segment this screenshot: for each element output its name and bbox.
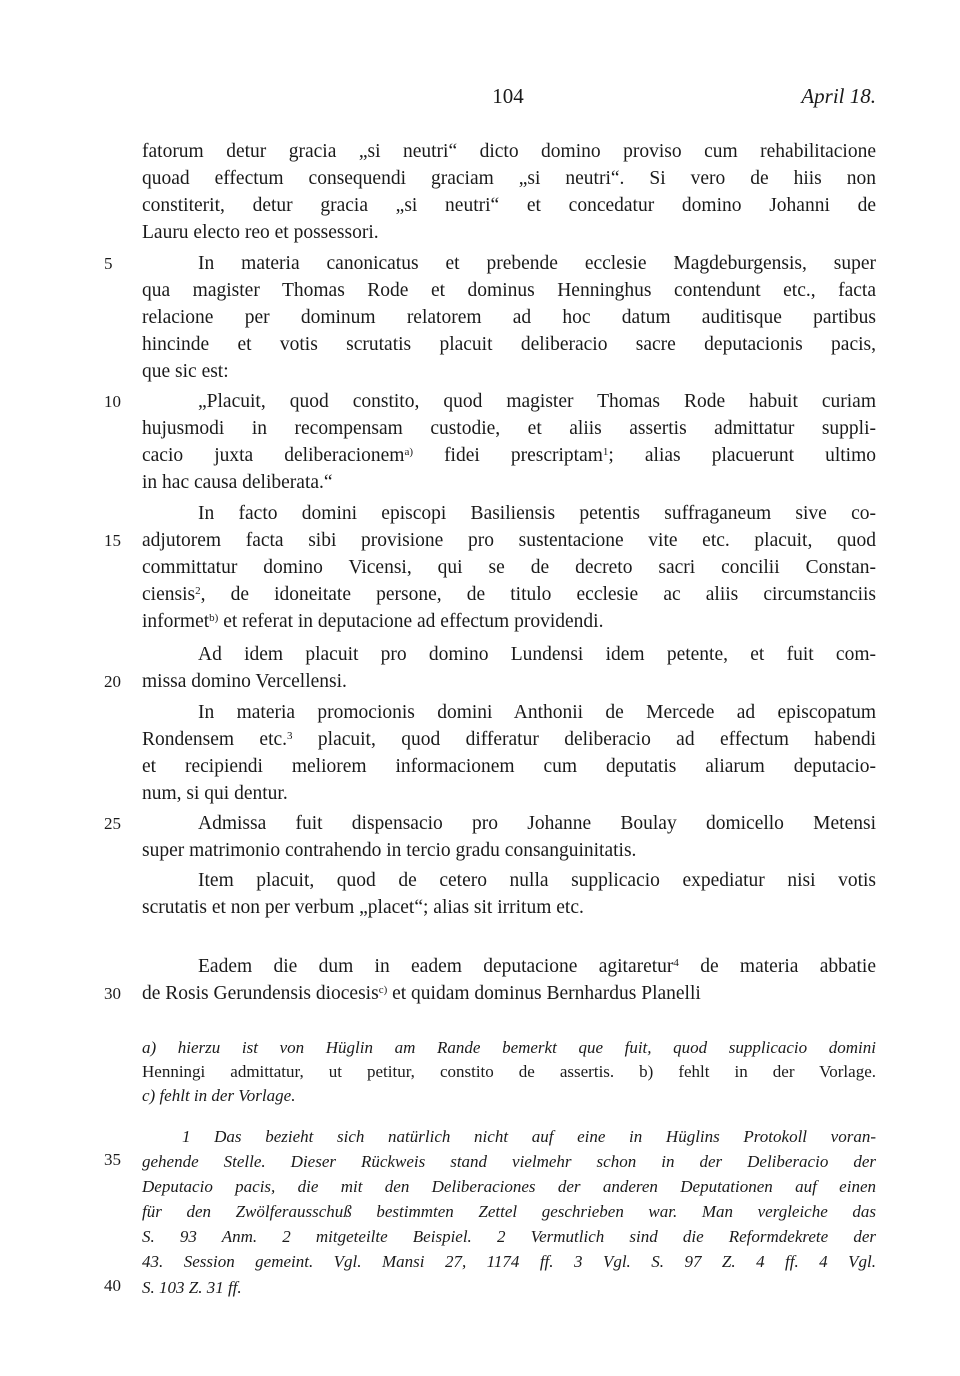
footnote-line: gehende Stelle. Dieser Rückweis stand vielmehr schon in der Deliberacio der (142, 1152, 876, 1171)
line-text: hincinde et votis scrutatis placuit deliberacio sacre deputacionis pacis, (142, 334, 876, 355)
line-text: quoad effectum consequendi graciam „si neutri“. Si vero de hiis non (142, 168, 876, 189)
text-line (142, 219, 876, 246)
text-line (142, 415, 876, 442)
text-line (142, 608, 876, 635)
text-line (142, 388, 876, 415)
line-number: 25 (104, 814, 121, 833)
line-text: missa domino Vercellensi. (142, 671, 347, 692)
text-line (142, 554, 876, 581)
running-head: April 18. (801, 84, 876, 108)
text-line (142, 980, 876, 1007)
line-number: 10 (104, 392, 121, 411)
line-text: qua magister Thomas Rode et dominus Henninghus contendunt etc., facta (142, 280, 876, 301)
footnote-line: 1 Das bezieht sich natürlich nicht auf eine in Hüglins Protokoll voran- (182, 1127, 876, 1146)
footnote-marker: b) (209, 612, 219, 624)
footnote-line: S. 93 Anm. 2 mitgeteilte Beispiel. 2 Vermutlich sind die Reformdekrete der (142, 1227, 876, 1246)
text-line (142, 726, 876, 753)
line-text-continued: , de idoneitate persone, de titulo ecclesie ac aliis circumstanciis (200, 584, 876, 605)
footnote-marker: c) (378, 984, 388, 996)
text-line (142, 953, 876, 980)
line-text: committatur domino Vicensi, qui se de decreto sacri concilii Constan- (142, 557, 876, 578)
text-line (142, 304, 876, 331)
line-text-continued: ; alias placuerunt ultimo (608, 445, 876, 466)
line-text: hujusmodi in recompensam custodie, et aliis assertis admittatur suppli- (142, 418, 876, 439)
line-text-continued: et quidam dominus Bernhardus Planelli (387, 983, 701, 1004)
text-line (142, 138, 876, 165)
line-text: num, si qui dentur. (142, 783, 288, 804)
line-text: et recipiendi meliorem informacionem cum deputatis aliarum deputacio- (142, 756, 876, 777)
text-line (142, 668, 876, 695)
text-line (142, 469, 876, 496)
line-text-continued: placuit, quod differatur deliberacio ad effectum habendi (292, 729, 876, 750)
text-line (142, 500, 876, 527)
text-line (142, 837, 876, 864)
footnote-line: 43. Session gemeint. Vgl. Mansi 27, 1174 ff. 3 Vgl. S. 97 Z. 4 ff. 4 Vgl. (142, 1252, 876, 1271)
text-line (142, 165, 876, 192)
line-text: Eadem die dum in eadem deputacione agitaretur (198, 956, 674, 977)
footnote-marker: 2 (195, 585, 201, 597)
line-number: 30 (104, 984, 121, 1003)
line-number: 40 (104, 1276, 121, 1295)
text-line (142, 780, 876, 807)
line-text: Item placuit, quod de cetero nulla supplicacio expediatur nisi votis (198, 870, 876, 891)
text-line (142, 867, 876, 894)
line-number: 35 (104, 1150, 121, 1169)
text-line (142, 442, 876, 469)
footnote-line: S. 103 Z. 31 ff. (142, 1278, 242, 1297)
line-text: in hac causa deliberata.“ (142, 472, 333, 493)
line-text: Admissa fuit dispensacio pro Johanne Boulay domicello Metensi (198, 813, 876, 834)
line-text: adjutorem facta sibi provisione pro sustentacione vite etc. placuit, quod (142, 530, 876, 551)
footnote-line: für den Zwölferausschuß bestimmten Zettel geschrieben war. Man vergleiche das (142, 1202, 876, 1221)
line-text: In materia canonicatus et prebende ecclesie Magdeburgensis, super (198, 253, 876, 274)
line-number: 20 (104, 672, 121, 691)
line-text: ciensis (142, 584, 196, 605)
line-text: cacio juxta deliberacionem (142, 445, 405, 466)
text-line (142, 358, 876, 385)
page-number: 104 (492, 84, 524, 108)
line-text: de Rosis Gerundensis diocesis (142, 983, 379, 1004)
line-text: super matrimonio contrahendo in tercio gradu consanguinitatis. (142, 840, 637, 861)
line-text: relacione per dominum relatorem ad hoc datum auditisque partibus (142, 307, 876, 328)
line-number: 5 (104, 254, 113, 273)
text-line (142, 192, 876, 219)
line-text: scrutatis et non per verbum „placet“; alias sit irritum etc. (142, 897, 584, 918)
text-line (142, 331, 876, 358)
line-text: que sic est: (142, 361, 229, 382)
footnote-marker: a) (404, 446, 413, 458)
line-text-continued: fidei prescriptam (413, 445, 603, 466)
line-text: „Placuit, quod constito, quod magister Thomas Rode habuit curiam (198, 391, 876, 412)
text-line (142, 250, 876, 277)
footnote-marker: 3 (287, 730, 293, 742)
text-line (142, 894, 876, 921)
footnote-marker: 1 (602, 446, 609, 458)
page-header (140, 84, 876, 114)
line-number: 15 (104, 531, 121, 550)
line-text: constiterit, detur gracia „si neutri“ et concedatur domino Johanni de (142, 195, 876, 216)
critical-note: Henningi admittatur, ut petitur, constito de assertis. b) fehlt in der Vorlage. (142, 1062, 876, 1081)
line-text: In materia promocionis domini Anthonii de Mercede ad episcopatum (198, 702, 876, 723)
text-line (142, 699, 876, 726)
line-text: In facto domini episcopi Basiliensis petentis suffraganeum sive co- (198, 503, 876, 524)
line-text-continued: de materia abbatie (678, 956, 877, 977)
footnote-marker: 4 (673, 957, 679, 969)
text-line (142, 810, 876, 837)
line-text: informet (142, 611, 210, 632)
line-text-continued: et referat in deputacione ad effectum providendi. (218, 611, 604, 632)
critical-note: c) fehlt in der Vorlage. (142, 1086, 296, 1105)
line-text: Rondensem etc. (142, 729, 288, 750)
critical-note: a) hierzu ist von Hüglin am Rande bemerkt que fuit, quod supplicacio domini (142, 1038, 876, 1057)
footnote-line: Deputacio pacis, die mit den Deliberaciones der anderen Deputationen auf einen (142, 1177, 876, 1196)
text-line (142, 581, 876, 608)
text-line (142, 527, 876, 554)
text-line (142, 753, 876, 780)
line-text: Ad idem placuit pro domino Lundensi idem petente, et fuit com- (198, 644, 876, 665)
line-text: fatorum detur gracia „si neutri“ dicto domino proviso cum rehabilitacione (142, 141, 876, 162)
line-text: Lauru electo reo et possessori. (142, 222, 379, 243)
text-line (142, 641, 876, 668)
text-line (142, 277, 876, 304)
